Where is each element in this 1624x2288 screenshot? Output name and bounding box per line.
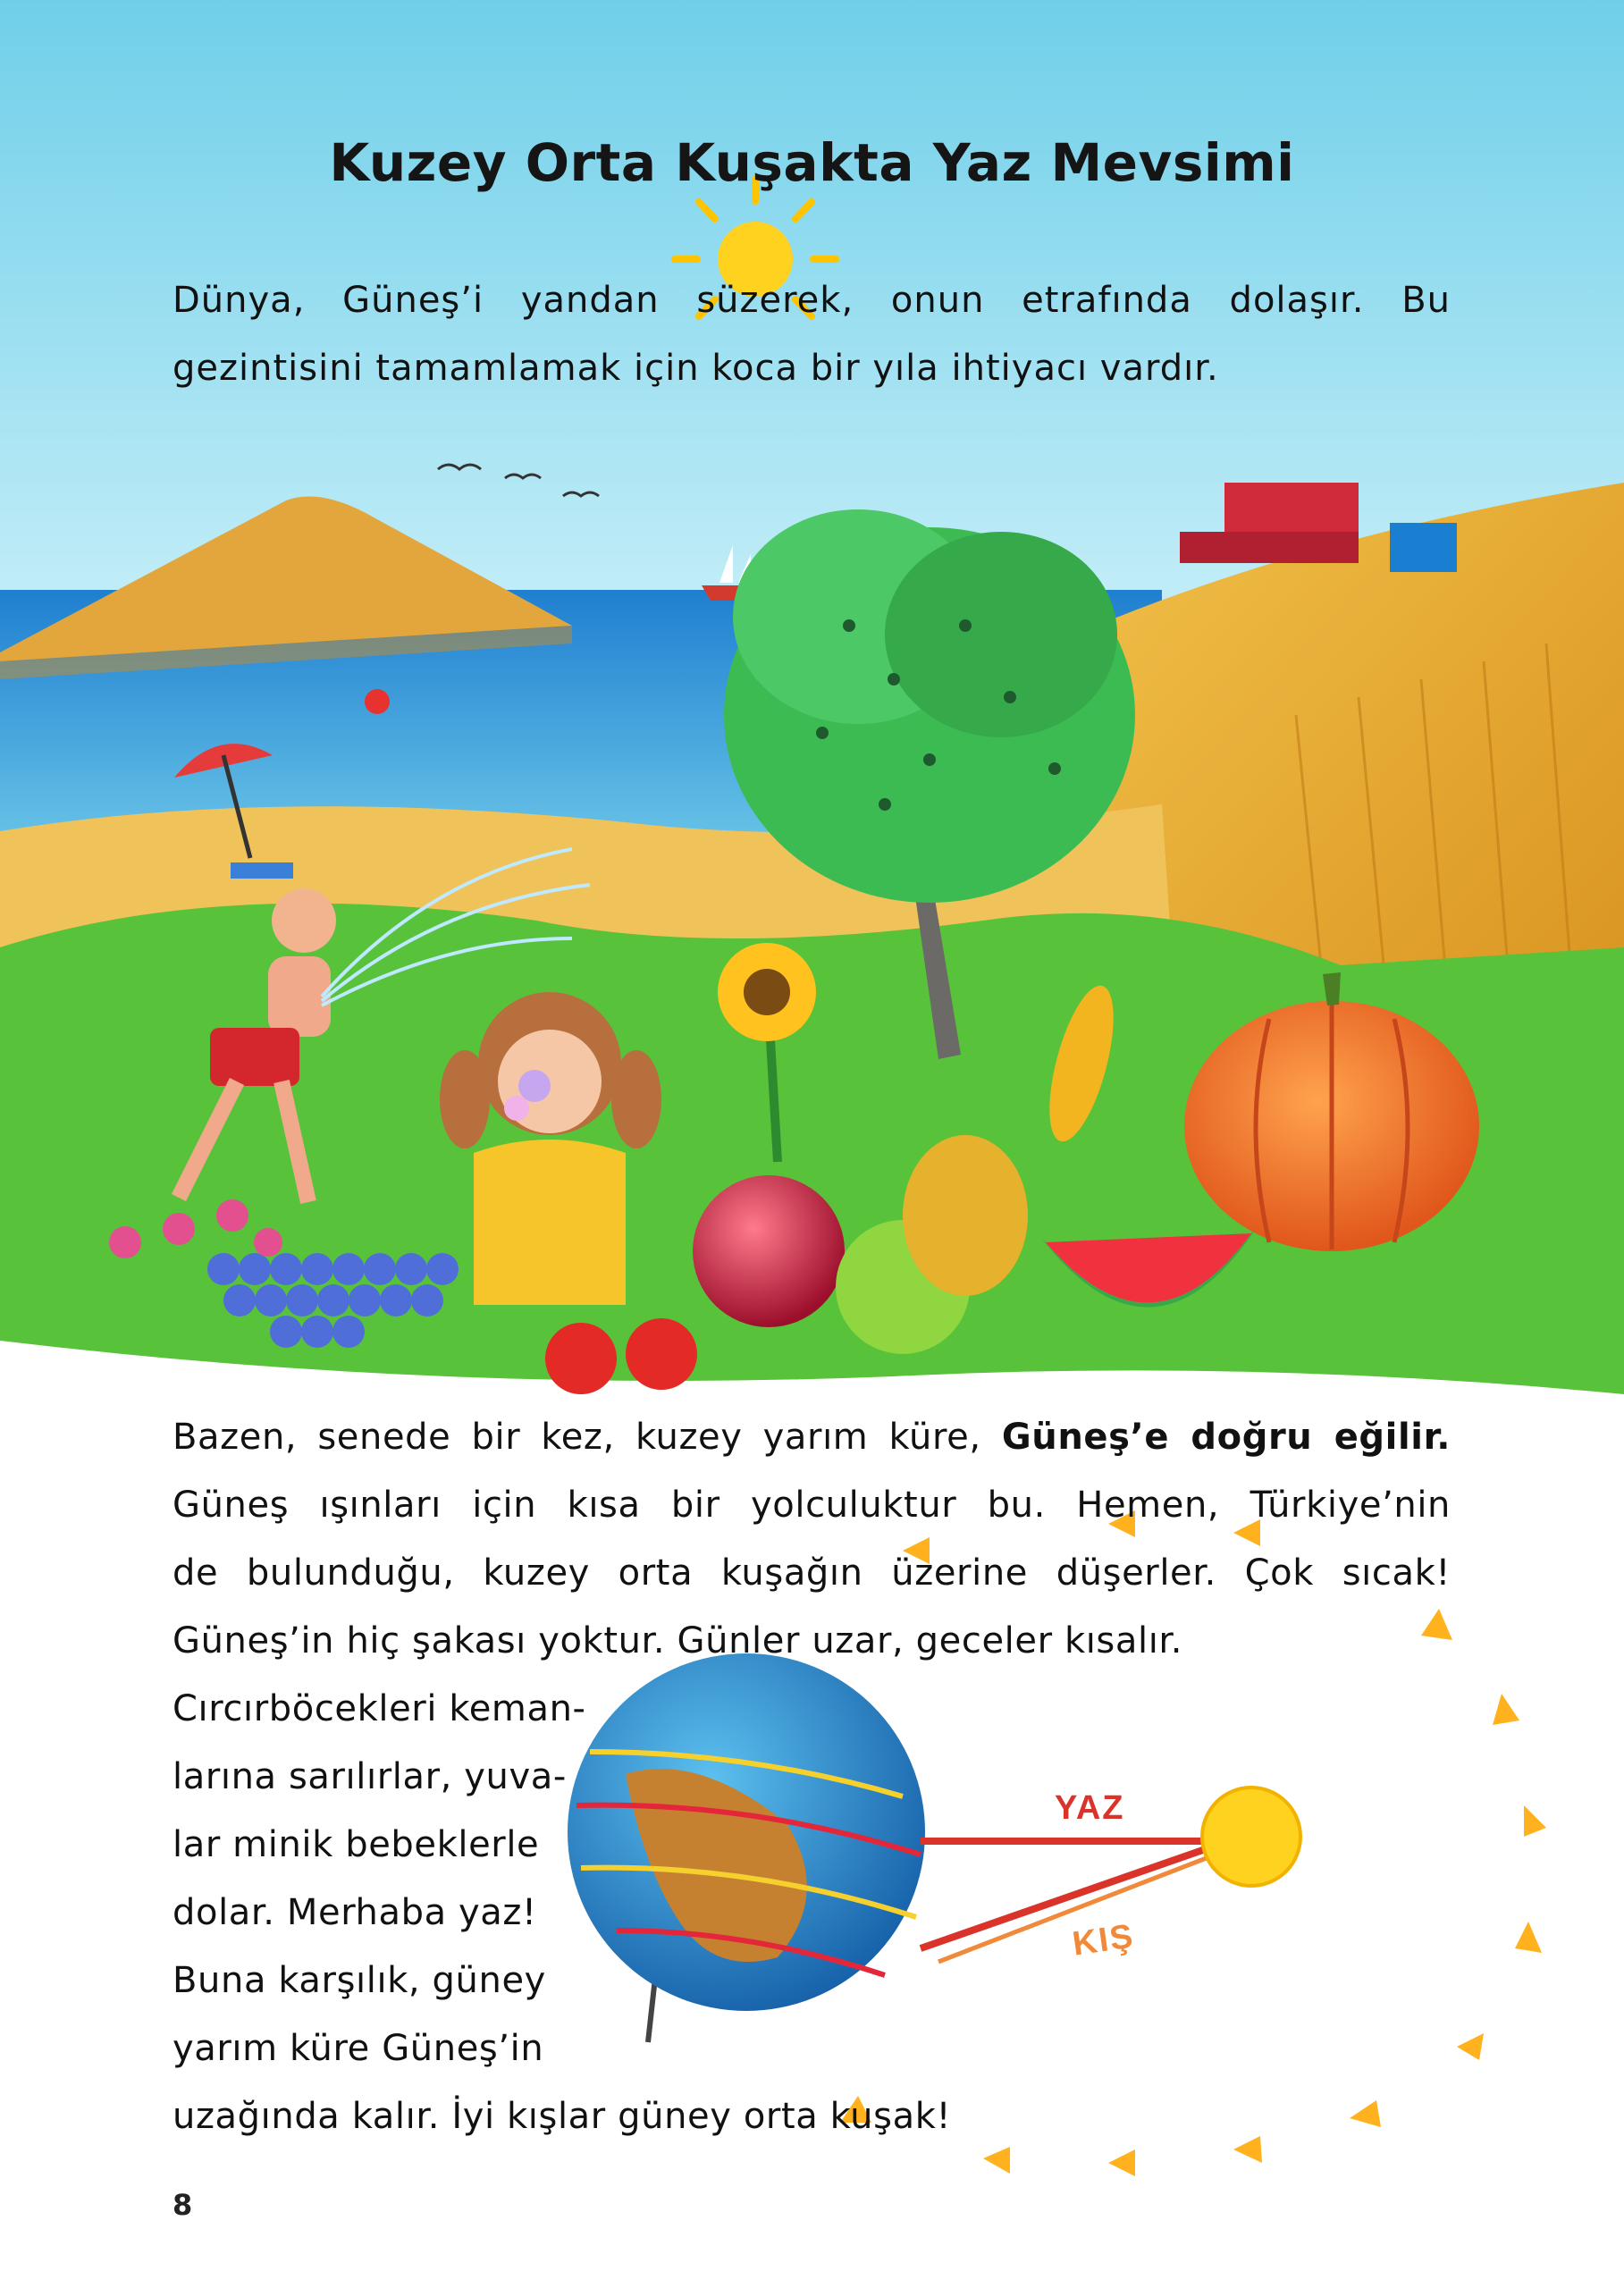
text-line: uzağında kalır. İyi kışlar güney orta kuşak! (172, 2096, 952, 2137)
bold-phrase: Güneş’e doğru eğilir. (1001, 1417, 1452, 1458)
text-line: larına sarılırlar, yuva- (172, 1756, 567, 1797)
winter-label: KIŞ (1070, 1917, 1137, 1964)
wrap-paragraph (172, 1675, 637, 2082)
page-title: Kuzey Orta Kuşakta Yaz Mevsimi (329, 132, 1295, 193)
text-line: de bulunduğu, kuzey orta kuşağın üzerine düşerler. Çok sıcak! (172, 1552, 1451, 1594)
text-line: lar minik bebeklerle (172, 1824, 540, 1865)
summer-paragraph (172, 1403, 1451, 1675)
text-fragment: Bazen, senede bir kez, kuzey yarım küre, (172, 1417, 1002, 1458)
summer-label: YAZ (1055, 1789, 1125, 1827)
text-line: Güneş ışınları için kısa bir yolculuktur bu. Hemen, Türkiye’nin (172, 1485, 1451, 1526)
page-number: 8 (172, 2188, 193, 2222)
text-line: Güneş’in hiç şakası yoktur. Günler uzar, geceler kısalır. (172, 1620, 1183, 1661)
text-line: yarım küre Güneş’in (172, 2028, 544, 2069)
intro-text: Dünya, Güneş’i yandan süzerek, onun etrafında dolaşır. Bu gezintisini tamamlamak için koca bir yıla ihtiyacı vardır. (172, 280, 1451, 389)
text-line: dolar. Merhaba yaz! (172, 1892, 537, 1933)
intro-paragraph (172, 266, 1451, 402)
text-line: Cırcırböcekleri keman- (172, 1688, 586, 1729)
text-line (172, 1403, 1451, 1471)
sun-diagram-icon (1202, 1788, 1300, 1886)
text-line: Buna karşılık, güney (172, 1960, 546, 2001)
